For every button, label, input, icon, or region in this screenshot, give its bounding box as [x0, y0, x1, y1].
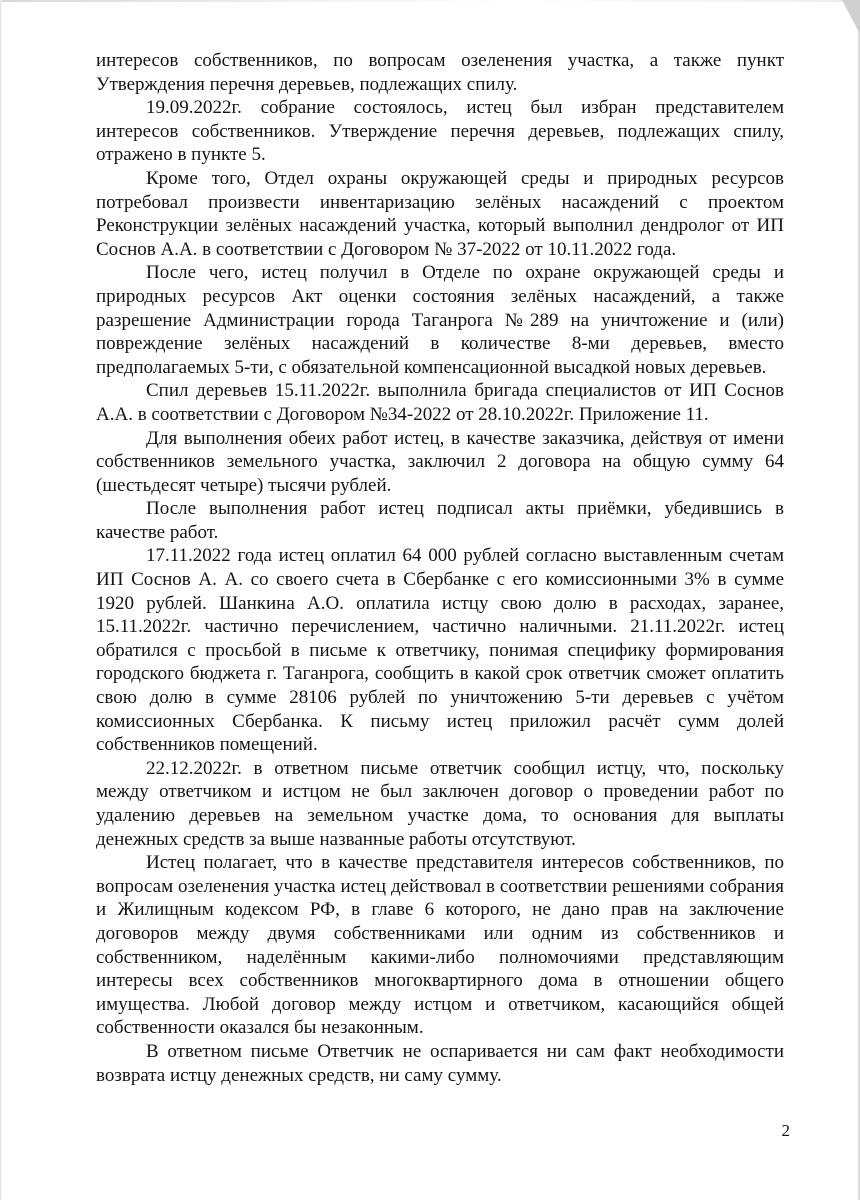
paragraph-acceptance: После выполнения работ истец подписал акты приёмки, убедившись в качестве работ. — [96, 498, 784, 543]
scan-corner-shadow — [842, 0, 860, 34]
scan-edge-top — [0, 0, 860, 2]
paragraph-inventory: Кроме того, Отдел охраны окружающей среды и природных ресурсов потребовал произвести инвентаризацию зелёных насаждений с проектом Реконструкции зелёных насаждений участка, который выполнил дендролог от ИП Соснов А.А. в соответствии с Договором № 37-2022 от 10.11.2022 года. — [96, 167, 784, 260]
paragraph-meeting: 19.09.2022г. собрание состоялось, истец был избран представителем интересов собственников. Утверждение перечня деревьев, подлежащих спилу, отражено в пункте 5. — [96, 97, 784, 166]
paragraph-contracts: Для выполнения обеих работ истец, в качестве заказчика, действуя от имени собственников земельного участка, заключил 2 договора на общую сумму 64 (шестьдесят четыре) тысячи рублей. — [96, 427, 784, 496]
paragraph-continuation: интересов собственников, по вопросам озеленения участка, а также пункт Утверждения перечня деревьев, подлежащих спилу. — [96, 50, 784, 95]
paragraph-permission: После чего, истец получил в Отделе по охране окружающей среды и природных ресурсов Акт оценки состояния зелёных насаждений, а также разрешение Администрации города Таганрога №289 на уничтожение и (или) повреждение зелёных насаждений в количестве 8-ми деревьев, вместо предполагаемых 5-ти, с обязательной компенсационной высадкой новых деревьев. — [96, 262, 784, 378]
page-number: 2 — [781, 1121, 790, 1140]
paragraph-position: Истец полагает, что в качестве представителя интересов собственников, по вопросам озеленения участка истец действовал в соответствии решениями собрания и Жилищным кодексом РФ, в главе 6 которого, не дано прав на заключение договоров между двумя собственниками или одним из собственников и собственником, наделённым какими-либо полномочиями представляющим интересы всех собственников многоквартирного дома в отношении общего имущества. Любой договор между истцом и ответчиком, касающийся общей собственности оказался бы незаконным. — [96, 852, 784, 1039]
paragraph-felling: Спил деревьев 15.11.2022г. выполнила бригада специалистов от ИП Соснов А.А. в соответствии с Договором №34-2022 от 28.10.2022г. Приложение 11. — [96, 380, 784, 425]
scan-edge-left — [0, 0, 2, 1200]
paragraph-conclusion: В ответном письме Ответчик не оспаривается ни сам факт необходимости возврата истцу денежных средств, ни саму сумму. — [96, 1040, 784, 1086]
document-body — [96, 49, 784, 1087]
paragraph-response: 22.12.2022г. в ответном письме ответчик сообщил истцу, что, поскольку между ответчиком и истцом не был заключен договор о проведении работ по удалению деревьев на земельном участке дома, то основания для выплаты денежных средств за выше названные работы отсутствуют. — [96, 757, 784, 850]
paragraph-payment: 17.11.2022 года истец оплатил 64 000 рублей согласно выставленным счетам ИП Соснов А. А. со своего счета в Сбербанке с его комиссионными 3% в сумме 1920 рублей. Шанкина А.О. оплатила истцу свою долю в расходах, заранее, 15.11.2022г. частично перечислением, частично наличными. 21.11.2022г. истец обратился с просьбой в письме к ответчику, понимая специфику формирования городского бюджета г. Таганрога, сообщить в какой срок ответчик сможет оплатить свою долю в сумме 28106 рублей по уничтожению 5-ти деревьев с учётом комиссионных Сбербанка. К письму истец приложил расчёт сумм долей собственников помещений. — [96, 545, 784, 756]
